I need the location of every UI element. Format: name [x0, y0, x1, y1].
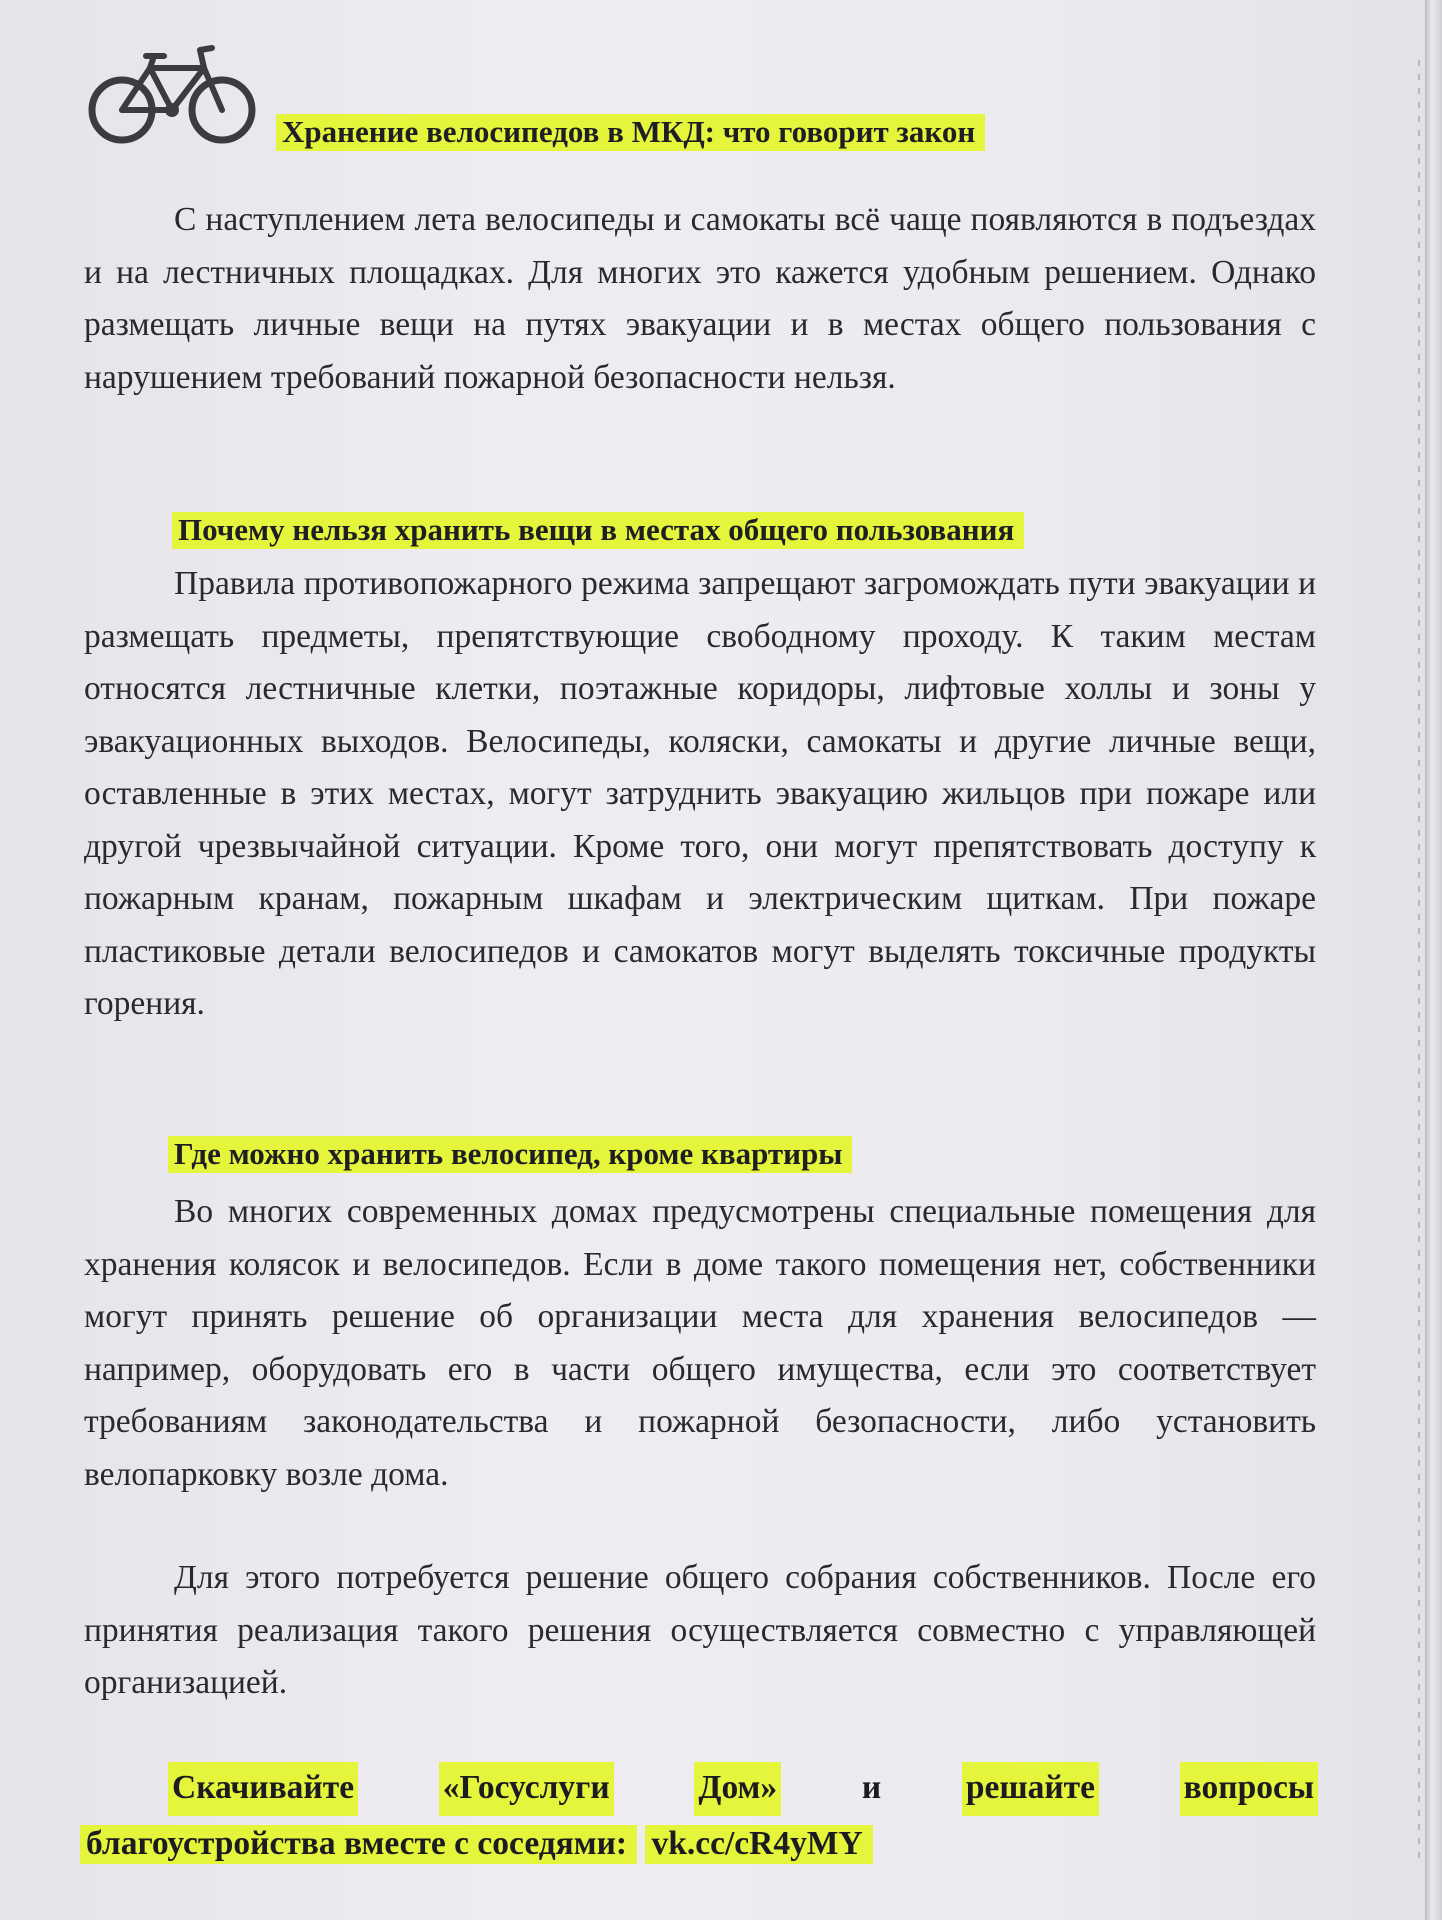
footer-word: решайте — [962, 1762, 1099, 1816]
section2-heading — [168, 1136, 852, 1172]
section2-heading-text: Где можно хранить велосипед, кроме квартиры — [168, 1136, 852, 1173]
intro-paragraph: С наступлением лета велосипеды и самокаты всё чаще появляются в подъездах и на лестничных площадках. Для многих это кажется удобным решением. Однако размещать личные вещи на путях эвакуации и в местах общего пользования с нарушением требований пожарной безопасности нельзя. — [84, 201, 1316, 396]
footer-word: вопросы — [1180, 1762, 1318, 1816]
footer-word: и — [861, 1769, 882, 1806]
footer-callout — [80, 1762, 1318, 1870]
footer-word: «Госуслуги — [439, 1762, 614, 1816]
section2-paragraph-1: Во многих современных домах предусмотрены специальные помещения для хранения колясок и велосипедов. Если в доме такого помещения нет, собственники могут принять решение об организации места для хранения велосипедов — например, оборудовать его в части общего имущества, если это соответствует требованиям законодательства и пожарной безопасности, либо установить велопарковку возле дома. — [84, 1193, 1316, 1493]
footer-word: Скачивайте — [168, 1762, 358, 1816]
footer-line-2 — [80, 1818, 1318, 1870]
section1-heading-text: Почему нельзя хранить вещи в местах общего пользования — [172, 512, 1024, 549]
section1-heading — [172, 512, 1024, 548]
footer-link[interactable]: vk.cc/cR4yMY — [645, 1825, 872, 1864]
footer-line-1 — [80, 1762, 1318, 1816]
page-edge-perforation — [1418, 60, 1420, 1860]
page-title — [276, 114, 985, 150]
page-title-text: Хранение велосипедов в МКД: что говорит закон — [276, 114, 985, 151]
section2-paragraph-2: Для этого потребуется решение общего собрания собственников. После его принятия реализация такого решения осуществляется совместно с управляющей организацией. — [84, 1559, 1316, 1701]
page-edge — [1425, 0, 1442, 1920]
footer-line-2-text: благоустройства вместе с соседями: — [80, 1825, 637, 1864]
footer-word: Дом» — [694, 1762, 781, 1816]
bicycle-icon — [86, 44, 262, 146]
section1-paragraph: Правила противопожарного режима запрещают загромождать пути эвакуации и размещать предметы, препятствующие свободному проходу. К таким местам относятся лестничные клетки, поэтажные коридоры, лифтовые холлы и зоны у эвакуационных выходов. Велосипеды, коляски, самокаты и другие личные вещи, оставленные в этих местах, могут затруднить эвакуацию жильцов при пожаре или другой чрезвычайной ситуации. Кроме того, они могут препятствовать доступу к пожарным кранам, пожарным шкафам и электрическим щиткам. При пожаре пластиковые детали велосипедов и самокатов могут выделять токсичные продукты горения. — [84, 565, 1316, 1022]
